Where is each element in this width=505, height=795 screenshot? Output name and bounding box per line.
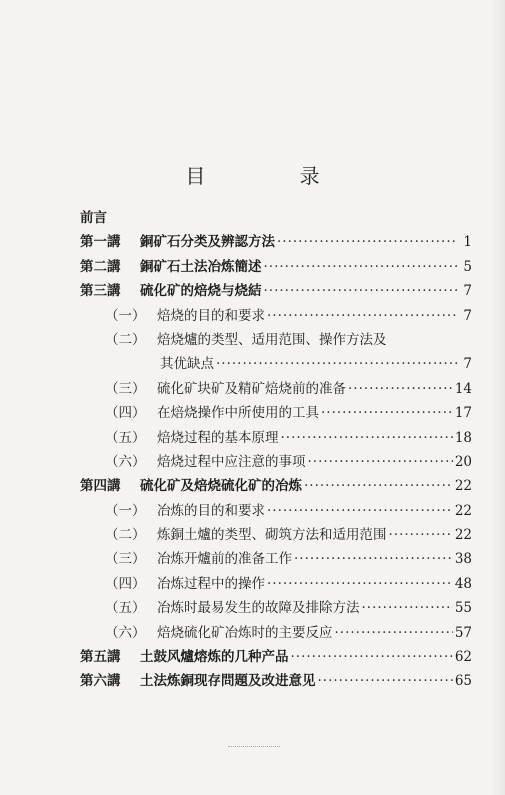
toc-entry-section[interactable] [80,596,472,620]
leader-dots [318,669,453,693]
lecture-number: 第一講 [80,234,121,251]
leader-dots [267,499,453,523]
lecture-number: 第三講 [80,283,121,300]
leader-dots [281,426,453,450]
page-number: 65 [454,673,472,690]
page-number: 57 [454,624,472,641]
page-number: 18 [454,429,472,446]
leader-dots [264,279,459,303]
leader-dots [362,596,453,620]
section-number: （二） [105,527,146,544]
toc-entry-section[interactable] [80,499,472,523]
toc-entry-label: 銅矿石土法冶炼簡述 [140,258,262,275]
section-number: （五） [105,429,146,446]
lecture-number: 第六講 [80,673,121,690]
leader-dots [308,450,453,474]
lecture-number: 第五講 [80,649,121,666]
toc-entry-label: 焙烧过程的基本原理 [157,429,279,446]
section-number: （三） [105,551,146,568]
toc-entry-continuation[interactable] [80,352,472,376]
section-number: （五） [105,600,146,617]
leader-dots [348,377,453,401]
toc-entry-label: 土法炼銅现存問題及改进意见 [140,673,316,690]
section-number: （四） [105,575,146,592]
page-number: 22 [454,478,472,495]
toc-entry-label: 前言 [80,210,107,226]
leader-dots [321,401,453,425]
toc-entry-label: 其优缺点 [160,356,214,373]
page-number: 5 [463,258,472,275]
leader-dots [291,645,453,669]
toc-entry-section[interactable] [80,450,472,474]
section-number: （一） [105,307,146,324]
toc-entry-label: 焙烧爐的类型、适用范围、操作方法及 [157,331,387,348]
lecture-number: 第二講 [80,258,121,275]
section-number: （一） [105,502,146,519]
leader-dots [277,230,458,254]
toc-entry-label: 焙烧的目的和要求 [157,307,265,324]
toc-entry-label: 焙烧过程中应注意的事项 [157,453,306,470]
toc-entry-section[interactable] [80,377,472,401]
toc-entry-label: 硫化矿块矿及精矿焙烧前的准备 [157,380,346,397]
toc-entry-section[interactable] [80,523,472,547]
toc-entry-label: 冶炼时最易发生的故障及排除方法 [157,600,360,617]
section-number: （四） [105,405,146,422]
toc-entry-section[interactable] [80,426,472,450]
section-number: （三） [105,380,146,397]
toc-entry-label: 硫化矿及焙烧硫化矿的冶炼 [140,478,302,495]
toc-entry-label: 冶炼过程中的操作 [157,575,265,592]
toc-entry-section[interactable] [80,328,472,352]
leader-dots [267,572,453,596]
page-number: 22 [454,527,472,544]
leader-dots [294,547,453,571]
toc-entry-label: 冶炼的目的和要求 [157,502,265,519]
table-of-contents [80,206,472,694]
page-number: 22 [454,502,472,519]
toc-entry-label: 土鼓风爐熔炼的几种产品 [140,649,289,666]
toc-entry-label: 銅矿石分类及辨認方法 [140,234,275,251]
toc-entry-lecture-6[interactable] [80,669,472,693]
page-number: 7 [463,307,472,324]
section-number: （六） [105,453,146,470]
toc-entry-lecture-5[interactable] [80,645,472,669]
toc-entry-lecture-3[interactable] [80,279,472,303]
toc-entry-section[interactable] [80,621,472,645]
toc-entry-lecture-4[interactable] [80,474,472,498]
leader-dots [304,474,453,498]
toc-entry-label: 冶炼开爐前的准备工作 [157,551,292,568]
toc-entry-label: 炼銅土爐的类型、砌筑方法和适用范围 [157,527,387,544]
page-title: 目 录 [185,164,364,188]
page-number: 7 [463,356,472,373]
toc-entry-section[interactable] [80,572,472,596]
page-number: 62 [454,649,472,666]
leader-dots [335,621,453,645]
toc-entry-label: 焙烧硫化矿冶炼时的主要反应 [157,624,333,641]
page-number: 7 [463,283,472,300]
toc-entry-label: 在焙烧操作中所使用的工具 [157,405,319,422]
toc-entry-lecture-1[interactable] [80,230,472,254]
leader-dots [267,304,458,328]
toc-entry-preface[interactable] [80,206,472,230]
toc-entry-section[interactable] [80,547,472,571]
section-number: （六） [105,624,146,641]
page-number: 14 [454,380,472,397]
toc-entry-section[interactable] [80,304,472,328]
page-number: 17 [454,405,472,422]
page-number: 1 [463,234,472,251]
toc-entry-label: 硫化矿的焙烧与烧結 [140,283,262,300]
page-number: 55 [454,600,472,617]
page-number: 48 [454,575,472,592]
toc-entry-lecture-2[interactable] [80,255,472,279]
leader-dots [389,523,453,547]
toc-entry-section[interactable] [80,401,472,425]
scan-smudge [228,746,280,749]
section-number: （二） [105,331,146,348]
page-number: 20 [454,453,472,470]
page-edge-shadow [491,0,505,795]
leader-dots [216,352,458,376]
page-number: 38 [454,551,472,568]
leader-dots [264,255,459,279]
lecture-number: 第四講 [80,478,121,495]
